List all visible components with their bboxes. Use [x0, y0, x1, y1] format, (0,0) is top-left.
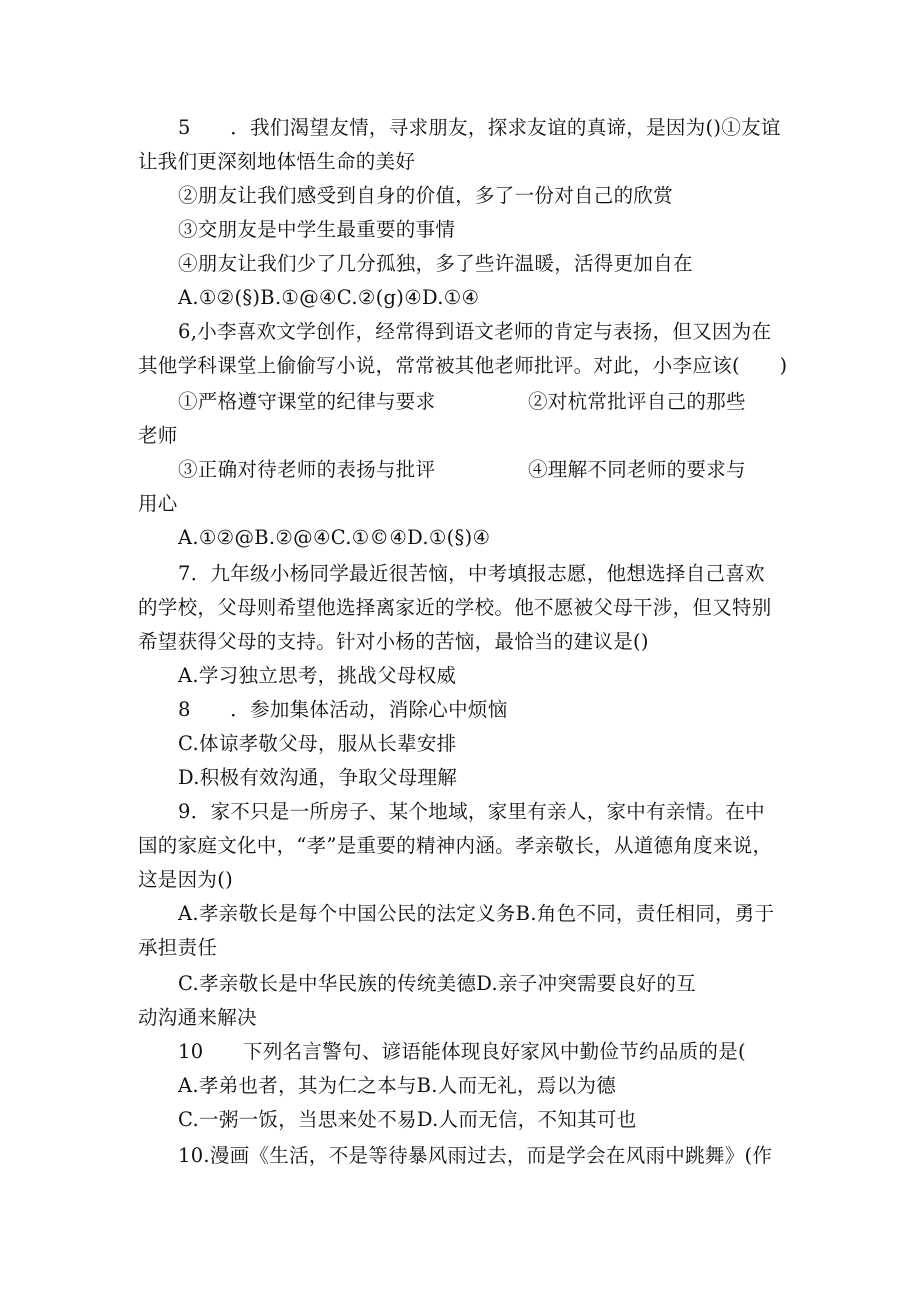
- q9-options-cd-cont: 动沟通来解决: [138, 1006, 257, 1029]
- q6-stem-line1: 6,小李喜欢文学创作，经常得到语文老师的肯定与表扬，但又因为在: [178, 320, 772, 343]
- q9-options-cd: C.孝亲敬长是中华民族的传统美德D.亲子冲突需要良好的互: [178, 972, 696, 995]
- q7-option-d: D.积极有效沟通，争取父母理解: [178, 766, 458, 789]
- q7-option-b: 8 ．参加集体活动，消除心中烦恼: [178, 698, 508, 721]
- q10-stem: 10 下列名言警句、谚语能体现良好家风中勤俭节约品质的是(: [178, 1040, 746, 1063]
- q6-stem-line2: 其他学科课堂上偷偷写小说，常常被其他老师批评。对此，小李应该( ): [138, 354, 788, 377]
- q5-item-3: ③交朋友是中学生最重要的事情: [178, 218, 456, 241]
- q5-stem-line2: 让我们更深刻地体悟生命的美好: [138, 150, 416, 173]
- q9-stem-line2: 国的家庭文化中，“孝”是重要的精神内涵。孝亲敬长，从道德角度来说，: [138, 834, 773, 857]
- q6-item-2-cont: 老师: [138, 424, 178, 447]
- q7-stem-line2: 的学校，父母则希望他选择离家近的学校。他不愿被父母干涉，但又特别: [138, 596, 772, 619]
- q10b-stem: 10.漫画《生活，不是等待暴风雨过去，而是学会在风雨中跳舞》(作: [178, 1144, 773, 1167]
- q5-item-4: ④朋友让我们少了几分孤独，多了些许温暖，活得更加自在: [178, 252, 693, 275]
- q9-options-ab-cont: 承担责任: [138, 936, 218, 959]
- q10-options-ab: A.孝弟也者，其为仁之本与B.人而无礼，焉以为德: [178, 1074, 617, 1097]
- q6-item-4-cont: 用心: [138, 492, 178, 515]
- q5-item-2: ②朋友让我们感受到自身的价值，多了一份对自己的欣赏: [178, 184, 674, 207]
- q10-options-cd: C.一粥一饭，当思来处不易D.人而无信，不知其可也: [178, 1108, 637, 1131]
- q5-stem-line1: 5 ．我们渴望友情，寻求朋友，探求友谊的真谛，是因为()①友谊: [178, 116, 781, 139]
- q7-stem-line1: 7．九年级小杨同学最近很苦恼，中考填报志愿，他想选择自己喜欢: [178, 562, 765, 585]
- q7-option-c: C.体谅孝敬父母，服从长辈安排: [178, 732, 457, 755]
- q6-item-2: ②对杭常批评自己的那些: [528, 390, 746, 413]
- q6-item-1: ①严格遵守课堂的纪律与要求: [178, 390, 436, 413]
- q7-option-a: A.学习独立思考，挑战父母权威: [178, 664, 457, 687]
- q9-options-ab: A.孝亲敬长是每个中国公民的法定义务B.角色不同，责任相同，勇于: [178, 902, 775, 925]
- q6-item-4: ④理解不同老师的要求与: [528, 458, 746, 481]
- q9-stem-line3: 这是因为(): [138, 868, 234, 891]
- q7-stem-line3: 希望获得父母的支持。针对小杨的苦恼，最恰当的建议是(): [138, 630, 649, 653]
- q5-options: A.①②(§)B.①@④C.②(g)④D.①④: [178, 286, 480, 309]
- q6-options: A.①②@B.②@④C.①©④D.①(§)④: [178, 526, 491, 549]
- q9-stem-line1: 9．家不只是一所房子、某个地域，家里有亲人，家中有亲情。在中: [178, 800, 765, 823]
- q6-item-3: ③正确对待老师的表扬与批评: [178, 458, 436, 481]
